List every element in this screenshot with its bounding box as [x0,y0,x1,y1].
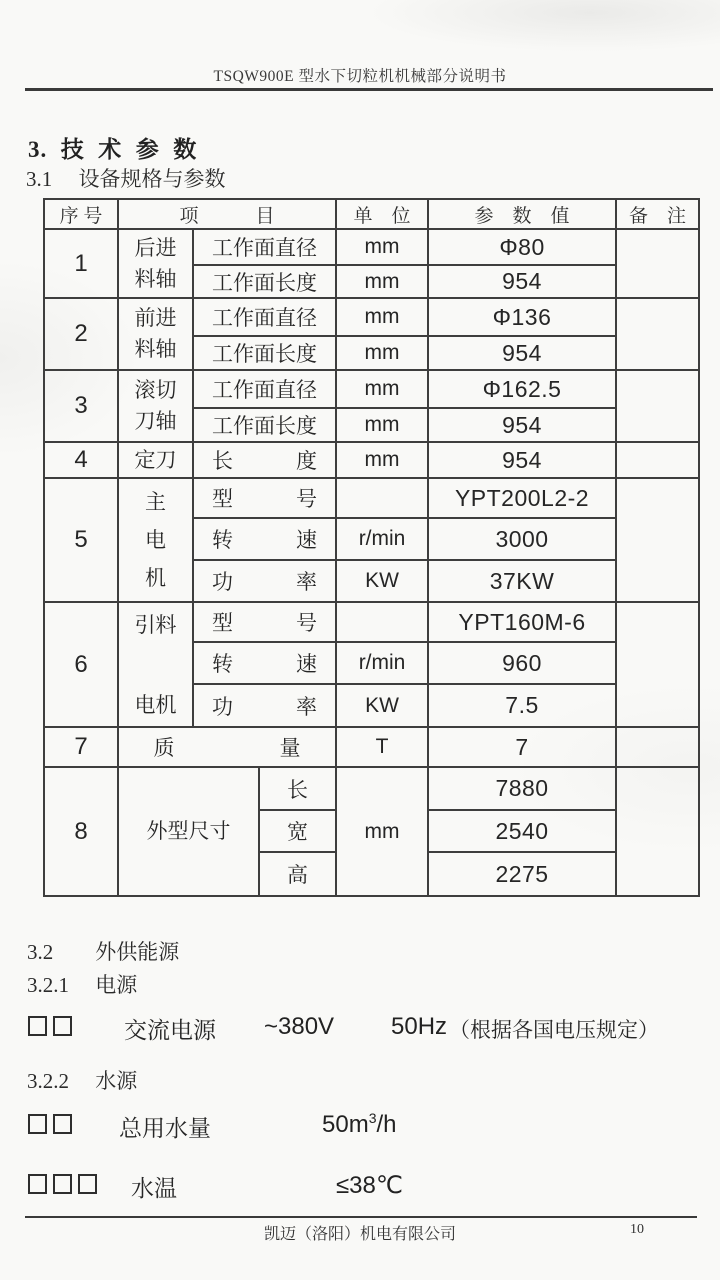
cell-no: 4 [44,442,118,478]
cell-remark [616,370,699,442]
ac-power-label: 交流电源 [124,1018,216,1043]
cell-value: 37KW [428,560,616,602]
cell-value: 954 [428,442,616,478]
cell-value: 3000 [428,518,616,560]
table-row [44,767,699,810]
cell-no: 3 [44,370,118,442]
header-remark: 备 注 [616,199,699,229]
cell-unit [336,478,428,518]
cell-value: 2540 [428,810,616,852]
water-temp-line [0,1168,720,1204]
water-usage-label: 总用水量 [119,1116,211,1141]
cell-value: 7 [428,727,616,767]
cell-unit: mm [336,229,428,265]
cell-remark [616,298,699,370]
cell-unit: mm [336,265,428,298]
section-3-heading: 3. 技 术 参 数 [28,137,198,162]
cell-item-group: 滚切 刀轴 [118,370,193,442]
cell-value: Φ80 [428,229,616,265]
cell-remark [616,767,699,896]
cell-item-group: 外型尺寸 [118,767,259,896]
cell-remark [616,442,699,478]
table-row [44,602,699,642]
cell-value: 960 [428,642,616,684]
cell-dim: 宽 [259,810,336,852]
ac-power-line [0,1010,720,1046]
checkbox-placeholder-icons [28,1114,78,1134]
cell-unit: KW [336,684,428,727]
table-row [44,442,699,478]
cell-remark [616,602,699,727]
table-row [44,298,699,336]
cell-unit: mm [336,298,428,336]
cell-no: 5 [44,478,118,602]
cell-unit: mm [336,767,428,896]
checkbox-placeholder-icons [28,1016,78,1036]
cell-item: 工作面直径 [193,298,336,336]
page-header-title: TSQW900E 型水下切粒机机械部分说明书 [213,68,507,85]
section-3-1-heading: 3.1 设备规格与参数 [26,167,226,191]
header-rule [25,88,713,91]
cell-value: 7880 [428,767,616,810]
ac-frequency-value: 50Hz [391,1013,448,1040]
header-item: 项 目 [118,199,336,229]
cell-item: 工作面长度 [193,408,336,442]
cell-unit [336,602,428,642]
cell-unit: mm [336,370,428,408]
cell-remark [616,229,699,298]
cell-item: 型 号 [193,602,336,642]
cell-value: Φ136 [428,298,616,336]
cell-item: 工作面直径 [193,229,336,265]
water-usage-value: $50m^3/h$ [322,1110,397,1138]
cell-item: 型 号 [193,478,336,518]
cell-unit: T [336,727,428,767]
cell-unit: mm [336,442,428,478]
cell-no: 8 [44,767,118,896]
cell-no: 7 [44,727,118,767]
checkbox-placeholder-icons [28,1174,103,1194]
cell-item-group: 后进 料轴 [118,229,193,298]
water-temp-label: 水温 [131,1176,177,1201]
cell-dim: 高 [259,852,336,896]
footer-company: 凯迈（洛阳）机电有限公司 [263,1226,456,1243]
cell-item: 功 率 [193,560,336,602]
cell-value: 954 [428,408,616,442]
cell-item: 转 速 [193,642,336,684]
cell-value: 7.5 [428,684,616,727]
cell-item: 工作面直径 [193,370,336,408]
ac-frequency-note: （根据各国电压规定） [449,1018,659,1042]
cell-unit: r/min [336,642,428,684]
cell-value: 2275 [428,852,616,896]
cell-item: 质 量 [118,727,336,767]
cell-item-group: 主 电 机 [118,478,193,602]
cell-value: YPT200L2-2 [428,478,616,518]
ac-voltage-value: ~380V [264,1013,335,1040]
section-3-2-heading: 3.2 外供能源 [27,940,180,964]
header-no: 序 号 [44,199,118,229]
table-row [44,727,699,767]
table-header-row [44,199,699,229]
cell-item-group: 引料 电机 [118,602,193,727]
cell-unit: r/min [336,518,428,560]
section-3-2-2-heading: 3.2.2 水源 [27,1069,138,1093]
cell-unit: KW [336,560,428,602]
cell-item: 工作面长度 [193,265,336,298]
section-3-2-1-heading: 3.2.1 电源 [27,973,138,997]
cell-item: 转 速 [193,518,336,560]
footer-page-number: 10 [630,1222,644,1237]
cell-item: 工作面长度 [193,336,336,370]
water-temp-value: ≤38℃ [336,1172,403,1199]
water-usage-line [0,1108,720,1144]
table-row [44,478,699,518]
cell-value: Φ162.5 [428,370,616,408]
cell-unit: mm [336,408,428,442]
cell-no: 6 [44,602,118,727]
cell-remark [616,478,699,602]
spec-table [43,198,700,897]
cell-item-group: 定刀 [118,442,193,478]
header-unit: 单 位 [336,199,428,229]
cell-value: 954 [428,265,616,298]
cell-unit: mm [336,336,428,370]
cell-item: 长 度 [193,442,336,478]
cell-item: 功 率 [193,684,336,727]
cell-remark [616,727,699,767]
cell-dim: 长 [259,767,336,810]
cell-no: 1 [44,229,118,298]
table-row [44,229,699,265]
cell-value: YPT160M-6 [428,602,616,642]
header-value: 参 数 值 [428,199,616,229]
table-row [44,370,699,408]
cell-value: 954 [428,336,616,370]
cell-item-group: 前进 料轴 [118,298,193,370]
footer-rule [25,1216,697,1218]
cell-no: 2 [44,298,118,370]
